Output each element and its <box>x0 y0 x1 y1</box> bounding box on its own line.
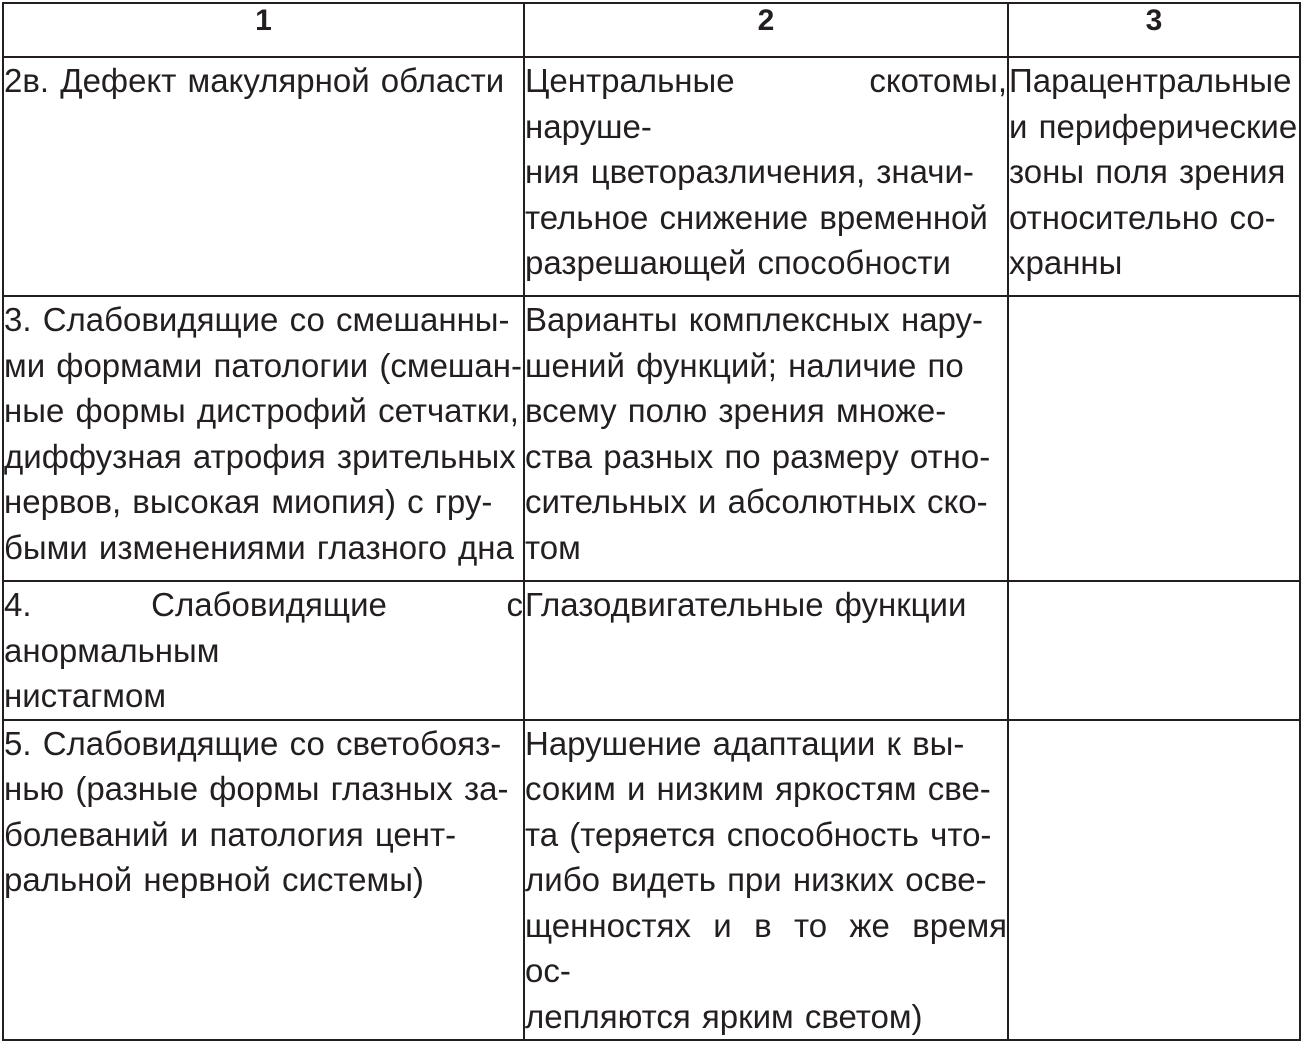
column-header-2: 2 <box>524 3 1008 57</box>
column-header-3: 3 <box>1008 3 1300 57</box>
table-cell-category: 2в. Дефект макулярной области <box>3 57 524 296</box>
table-cell-category: 5. Слабовидящие со светобояз- нью (разные формы глазных за- болеваний и патология цент- ральной нервной системы) <box>3 720 524 1041</box>
table-header-row <box>3 3 1300 57</box>
table-cell-preserved: Парацентральные и периферические зоны поля зрения относительно со- хранны <box>1008 57 1300 296</box>
table-cell-preserved <box>1008 720 1300 1041</box>
table-row <box>3 720 1300 1041</box>
column-header-1: 1 <box>3 3 524 57</box>
table-row <box>3 296 1300 581</box>
table-cell-preserved <box>1008 296 1300 581</box>
table-cell-impairment: Варианты комплексных нару- шений функций; наличие по всему полю зрения множе- ства разных по размеру отно- сительных и абсолютных ско- том <box>524 296 1008 581</box>
table-cell-impairment: Нарушение адаптации к вы- соким и низким яркостям све- та (теряется способность что- либо видеть при низких осве- щенностях и в то же время ос- лепляются ярким светом) <box>524 720 1008 1041</box>
table-cell-impairment: Центральные скотомы, наруше- ния цветоразличения, значи- тельное снижение временной разрешающей способности <box>524 57 1008 296</box>
table-row <box>3 581 1300 720</box>
table-cell-preserved <box>1008 581 1300 720</box>
table-row <box>3 57 1300 296</box>
table-cell-impairment: Глазодвигательные функции <box>524 581 1008 720</box>
table-cell-category: 4. Слабовидящие с анормальным нистагмом <box>3 581 524 720</box>
table-cell-category: 3. Слабовидящие со смешанны- ми формами патологии (смешан- ные формы дистрофий сетчатки, диффузная атрофия зрительных нервов, высокая миопия) с гру- быми изменениями глазного дна <box>3 296 524 581</box>
document-table <box>2 2 1301 1041</box>
